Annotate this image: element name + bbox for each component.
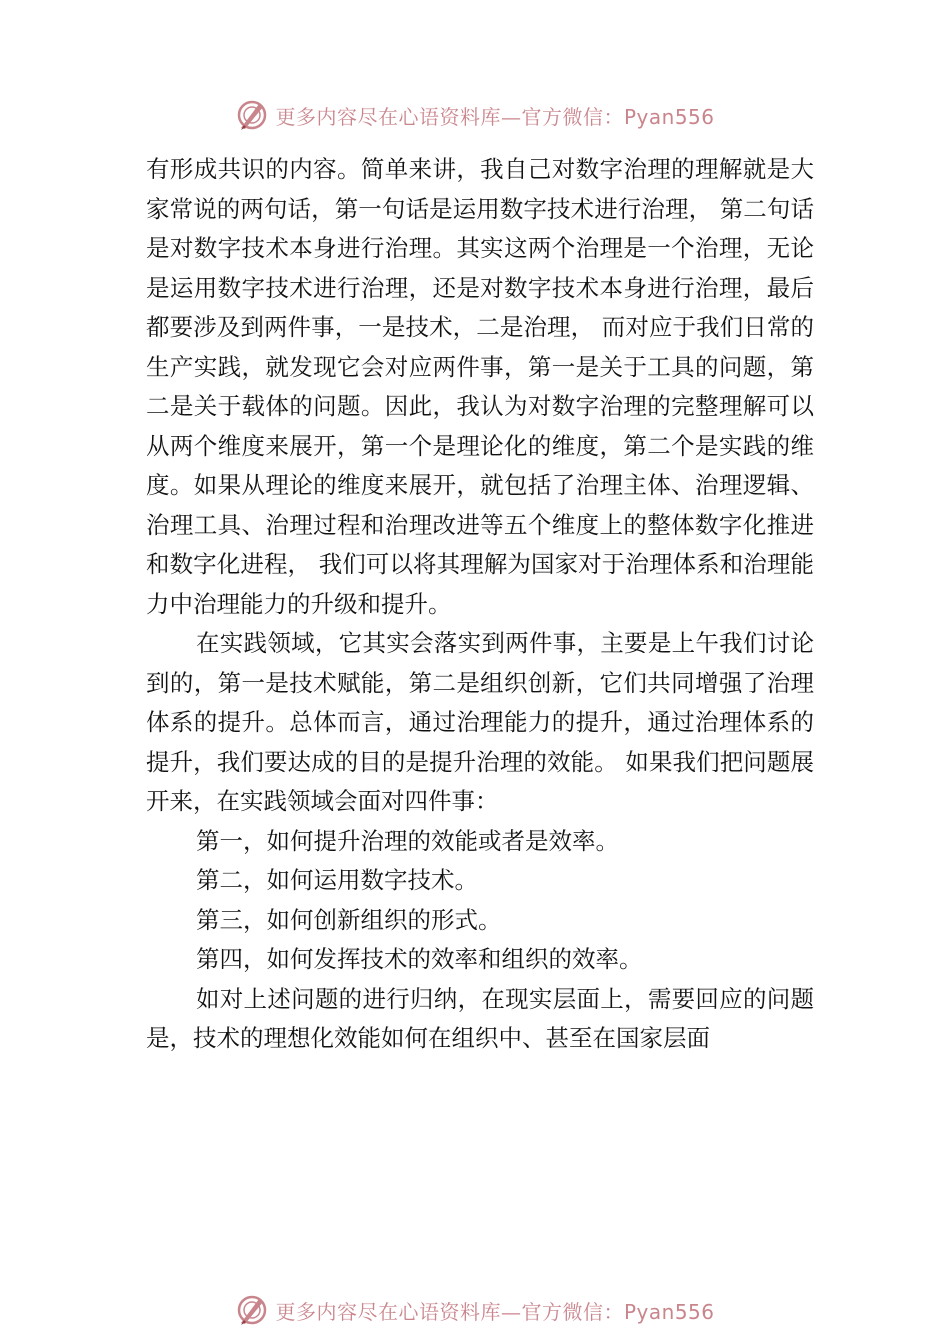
watermark-id: Pyan556 [623,1299,715,1324]
watermark-text: 更多内容尽在心语资料库—官方微信：Pyan556 [275,1299,715,1324]
paragraph-5: 第三，如何创新组织的形式。 [196,905,502,934]
paragraph-4: 第二，如何运用数字技术。 [196,866,478,894]
paragraph-6: 第四，如何发挥技术的效率和组织的效率。 [196,945,643,973]
watermark-id: Pyan556 [623,104,715,129]
paragraph-1: 有形成共识的内容。简单来讲，我自己对数字治理的理解就是大家常说的两句话，第一句话是运用数字技术进行治理， 第二句话是对数字技术本身进行治理。其实这两个治理是一个治理，无论是运用数字技术进行治理，还是对数字技术本身进行治理，最后都要涉及到两件事，一是技术，二是治理， 而对应于我们日常的生产实践，就发现它会对应两件事，第一是关于工具的问题，第二是关于载体的问题。因此，我认为对数字治理的完整理解可以从两个维度来展开，第一个是理论化的维度，第二个是实践的维度。如果从理论的维度来展开，就包括了治理主体、治理逻辑、治理工具、治理过程和治理改进等五个维度上的整体数字化推进和数字化进程， 我们可以将其理解为国家对于治理体系和治理能力中治理能力的升级和提升。 [146,155,814,618]
footer-watermark [0,1290,950,1330]
paragraph-3: 第一，如何提升治理的效能或者是效率。 [196,826,619,855]
document-body [146,150,814,1059]
paragraph-2: 在实践领域，它其实会落实到两件事，主要是上午我们讨论到的，第一是技术赋能，第二是组织创新，它们共同增强了治理体系的提升。总体而言，通过治理能力的提升，通过治理体系的提升，我们要达成的目的是提升治理的效能。 如果我们把问题展开来，在实践领域会面对四件事： [146,629,814,815]
paragraph-7: 如对上述问题的进行归纳，在现实层面上，需要回应的问题是，技术的理想化效能如何在组织中、甚至在国家层面 [146,984,814,1052]
quill-pen-circle-icon [235,1293,269,1327]
quill-pen-circle-icon [235,98,269,132]
header-watermark [0,95,950,135]
watermark-text: 更多内容尽在心语资料库—官方微信：Pyan556 [275,104,715,129]
